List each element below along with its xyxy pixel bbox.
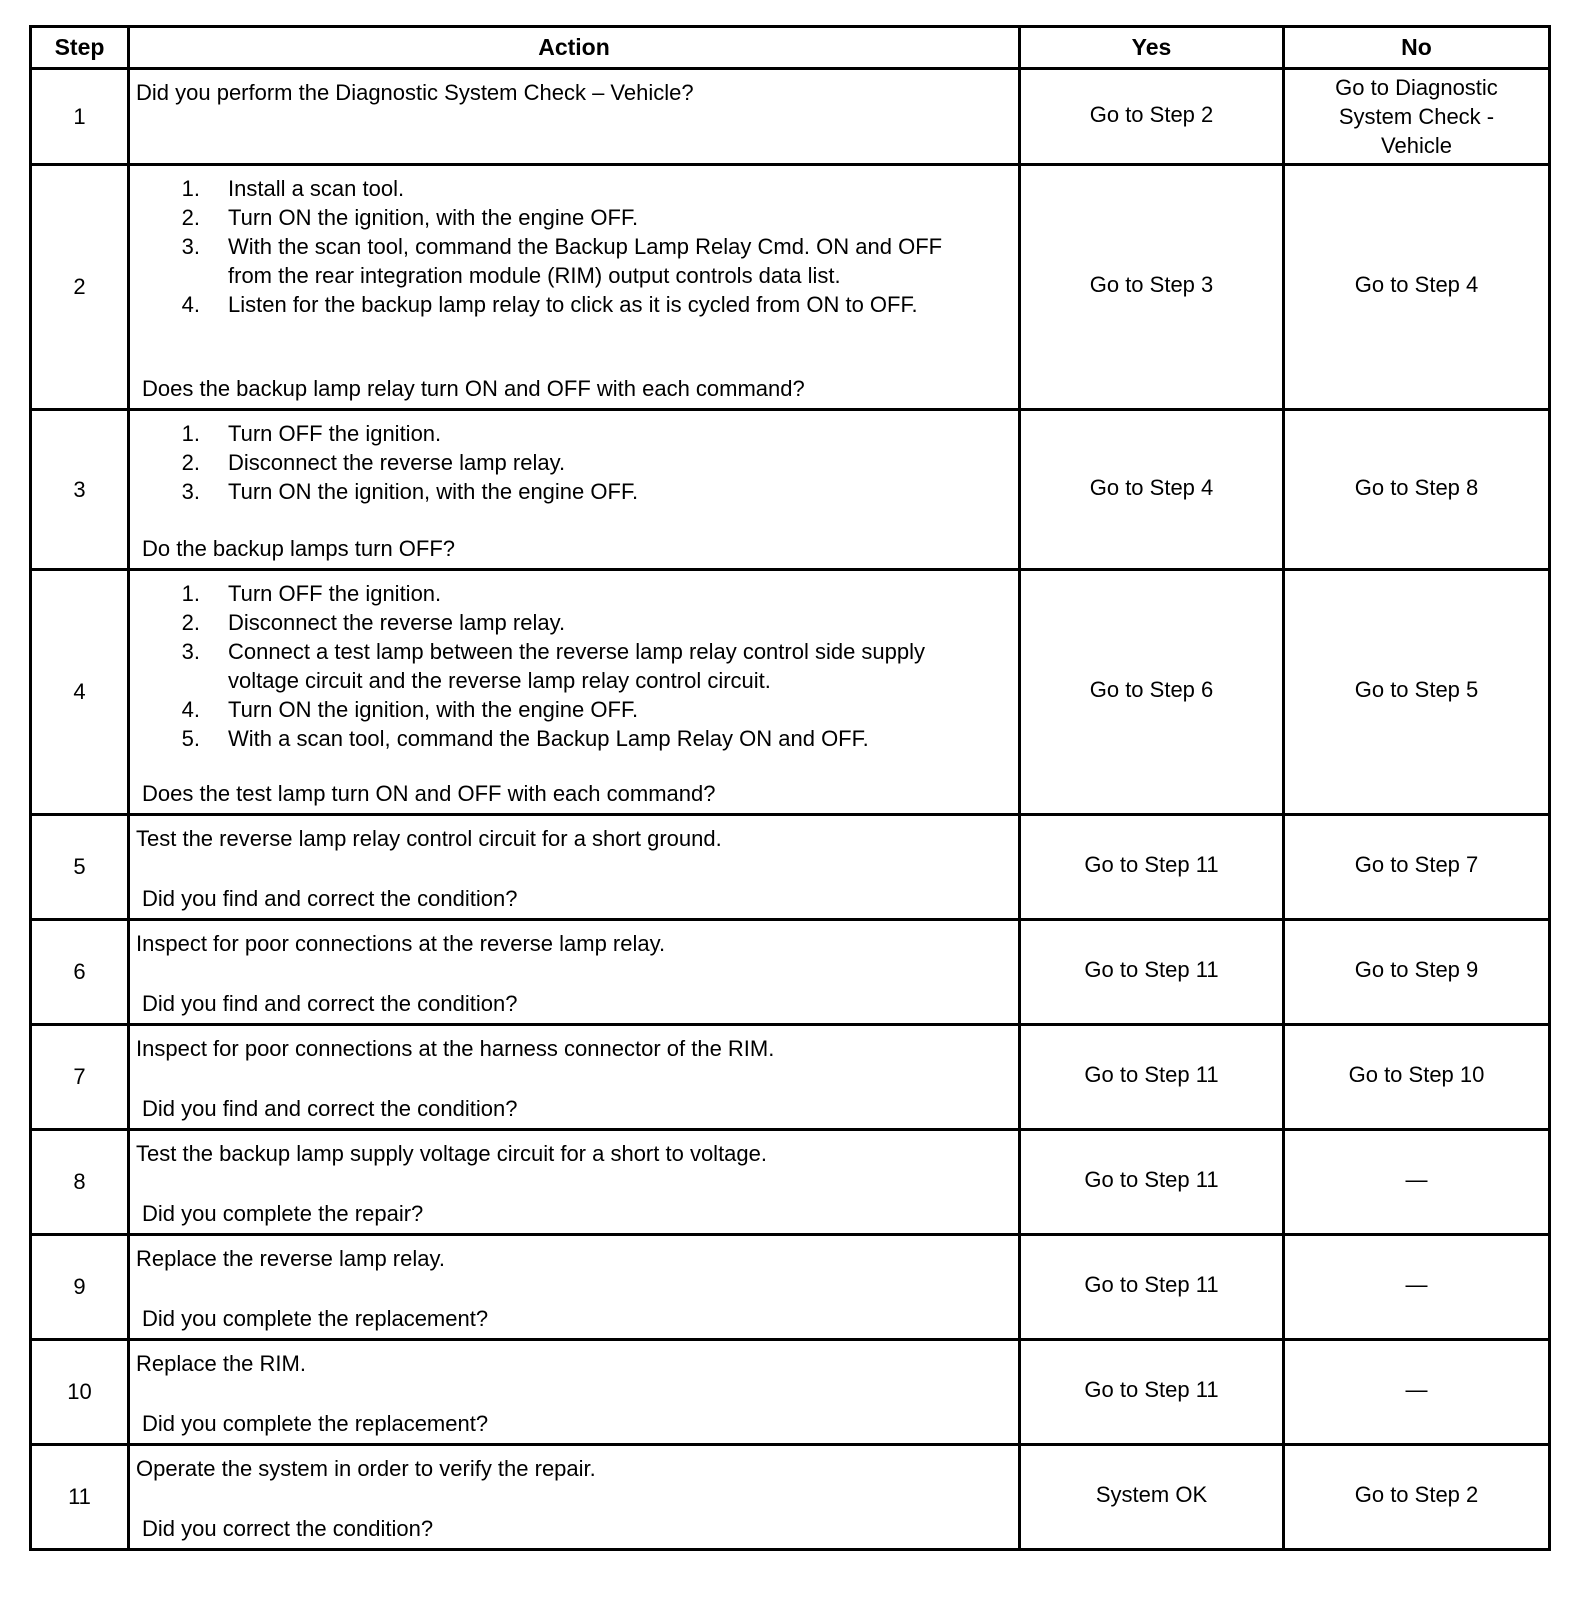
- procedure-item: [136, 290, 1012, 319]
- procedure-item-number: 4.: [181, 292, 200, 317]
- table-row: [31, 410, 1550, 570]
- procedure-item: [136, 419, 1012, 448]
- step-number: 6: [31, 920, 129, 1025]
- procedure-item-number: 2.: [181, 610, 200, 635]
- no-outcome: Go to Diagnostic System Check - Vehicle: [1284, 69, 1550, 165]
- step-number: 5: [31, 815, 129, 920]
- procedure-item-number: 2.: [181, 450, 200, 475]
- table-row: [31, 69, 1550, 165]
- no-outcome: —: [1284, 1130, 1550, 1235]
- yes-outcome: Go to Step 11: [1020, 1130, 1284, 1235]
- action-question: Did you correct the condition?: [142, 1516, 434, 1541]
- header-row: [31, 27, 1550, 69]
- procedure-item-number: 4.: [181, 697, 200, 722]
- yes-outcome: Go to Step 11: [1020, 920, 1284, 1025]
- yes-outcome: Go to Step 3: [1020, 165, 1284, 410]
- step-number: 3: [31, 410, 129, 570]
- procedure-item: [136, 477, 1012, 506]
- action-question: Did you complete the replacement?: [142, 1411, 489, 1436]
- procedure-item-text: Turn OFF the ignition.: [228, 581, 442, 606]
- action-question: Does the test lamp turn ON and OFF with each command?: [142, 781, 716, 806]
- yes-outcome: Go to Step 4: [1020, 410, 1284, 570]
- procedure-item-number: 1.: [181, 581, 200, 606]
- procedure-item-number: 3.: [181, 639, 200, 664]
- table-row: [31, 165, 1550, 410]
- yes-outcome: Go to Step 11: [1020, 1340, 1284, 1445]
- procedure-item-number: 2.: [181, 205, 200, 230]
- no-outcome: Go to Step 4: [1284, 165, 1550, 410]
- action-question: Did you complete the replacement?: [142, 1306, 489, 1331]
- no-outcome: —: [1284, 1340, 1550, 1445]
- procedure-item: [136, 448, 1012, 477]
- step-number: 8: [31, 1130, 129, 1235]
- action-cell: [129, 1235, 1020, 1340]
- table-row: [31, 570, 1550, 815]
- action-question: Did you complete the repair?: [142, 1201, 424, 1226]
- header-step: Step: [31, 27, 129, 69]
- no-outcome: —: [1284, 1235, 1550, 1340]
- action-instruction: Did you perform the Diagnostic System Check – Vehicle?: [136, 80, 694, 105]
- procedure-list: [136, 166, 1012, 319]
- procedure-list: [136, 571, 1012, 753]
- action-cell: [129, 815, 1020, 920]
- action-question: Did you find and correct the condition?: [142, 886, 518, 911]
- yes-outcome: Go to Step 11: [1020, 1025, 1284, 1130]
- procedure-item-text: With the scan tool, command the Backup Lamp Relay Cmd. ON and OFF from the rear integration module (RIM) output controls data list.: [228, 234, 943, 288]
- header-no: No: [1284, 27, 1550, 69]
- procedure-item-text: Turn ON the ignition, with the engine OFF.: [228, 697, 639, 722]
- action-question: Does the backup lamp relay turn ON and OFF with each command?: [142, 376, 805, 401]
- table-row: [31, 815, 1550, 920]
- no-outcome: Go to Step 9: [1284, 920, 1550, 1025]
- action-cell: [129, 1130, 1020, 1235]
- action-instruction: Test the reverse lamp relay control circuit for a short ground.: [136, 826, 722, 851]
- action-cell: [129, 920, 1020, 1025]
- yes-outcome: System OK: [1020, 1445, 1284, 1550]
- procedure-item-number: 3.: [181, 479, 200, 504]
- yes-outcome: Go to Step 2: [1020, 69, 1284, 165]
- table-row: [31, 1130, 1550, 1235]
- step-number: 4: [31, 570, 129, 815]
- procedure-item-number: 5.: [181, 726, 200, 751]
- procedure-item-text: Turn OFF the ignition.: [228, 421, 442, 446]
- table-row: [31, 1025, 1550, 1130]
- action-cell: [129, 410, 1020, 570]
- action-cell: [129, 165, 1020, 410]
- procedure-list: [136, 411, 1012, 506]
- procedure-item-number: 1.: [181, 176, 200, 201]
- step-number: 9: [31, 1235, 129, 1340]
- procedure-item: [136, 608, 1012, 637]
- action-cell: [129, 1340, 1020, 1445]
- procedure-item: [136, 579, 1012, 608]
- no-outcome: Go to Step 5: [1284, 570, 1550, 815]
- header-action: Action: [129, 27, 1020, 69]
- no-outcome: Go to Step 10: [1284, 1025, 1550, 1130]
- step-number: 10: [31, 1340, 129, 1445]
- yes-outcome: Go to Step 11: [1020, 1235, 1284, 1340]
- procedure-item-text: With a scan tool, command the Backup Lamp Relay ON and OFF.: [228, 726, 869, 751]
- action-instruction: Operate the system in order to verify the repair.: [136, 1456, 596, 1481]
- diagnostic-table: [29, 25, 1551, 1551]
- procedure-item-text: Turn ON the ignition, with the engine OFF.: [228, 205, 639, 230]
- no-outcome: Go to Step 7: [1284, 815, 1550, 920]
- step-number: 2: [31, 165, 129, 410]
- action-instruction: Replace the reverse lamp relay.: [136, 1246, 445, 1271]
- action-question: Did you find and correct the condition?: [142, 1096, 518, 1121]
- action-instruction: Replace the RIM.: [136, 1351, 306, 1376]
- action-instruction: Inspect for poor connections at the reverse lamp relay.: [136, 931, 666, 956]
- procedure-item-text: Disconnect the reverse lamp relay.: [228, 450, 566, 475]
- action-cell: [129, 570, 1020, 815]
- table-row: [31, 1235, 1550, 1340]
- procedure-item-number: 3.: [181, 234, 200, 259]
- step-number: 11: [31, 1445, 129, 1550]
- procedure-item: [136, 724, 1012, 753]
- procedure-item-text: Disconnect the reverse lamp relay.: [228, 610, 566, 635]
- procedure-item-text: Connect a test lamp between the reverse lamp relay control side supply voltage circuit and the reverse lamp relay control circuit.: [228, 639, 926, 693]
- action-cell: [129, 69, 1020, 165]
- action-instruction: Inspect for poor connections at the harness connector of the RIM.: [136, 1036, 775, 1061]
- table-row: [31, 1340, 1550, 1445]
- yes-outcome: Go to Step 6: [1020, 570, 1284, 815]
- procedure-item: [136, 203, 1012, 232]
- procedure-item-text: Listen for the backup lamp relay to click as it is cycled from ON to OFF.: [228, 292, 918, 317]
- step-number: 7: [31, 1025, 129, 1130]
- action-cell: [129, 1445, 1020, 1550]
- action-instruction: Test the backup lamp supply voltage circuit for a short to voltage.: [136, 1141, 767, 1166]
- procedure-item-text: Turn ON the ignition, with the engine OFF.: [228, 479, 639, 504]
- no-outcome: Go to Step 8: [1284, 410, 1550, 570]
- procedure-item: [136, 637, 1012, 695]
- table-row: [31, 1445, 1550, 1550]
- header-yes: Yes: [1020, 27, 1284, 69]
- no-outcome: Go to Step 2: [1284, 1445, 1550, 1550]
- table-row: [31, 920, 1550, 1025]
- procedure-item-number: 1.: [181, 421, 200, 446]
- action-question: Do the backup lamps turn OFF?: [142, 536, 456, 561]
- action-cell: [129, 1025, 1020, 1130]
- procedure-item: [136, 232, 1012, 290]
- procedure-item: [136, 174, 1012, 203]
- procedure-item-text: Install a scan tool.: [228, 176, 405, 201]
- yes-outcome: Go to Step 11: [1020, 815, 1284, 920]
- procedure-item: [136, 695, 1012, 724]
- step-number: 1: [31, 69, 129, 165]
- action-question: Did you find and correct the condition?: [142, 991, 518, 1016]
